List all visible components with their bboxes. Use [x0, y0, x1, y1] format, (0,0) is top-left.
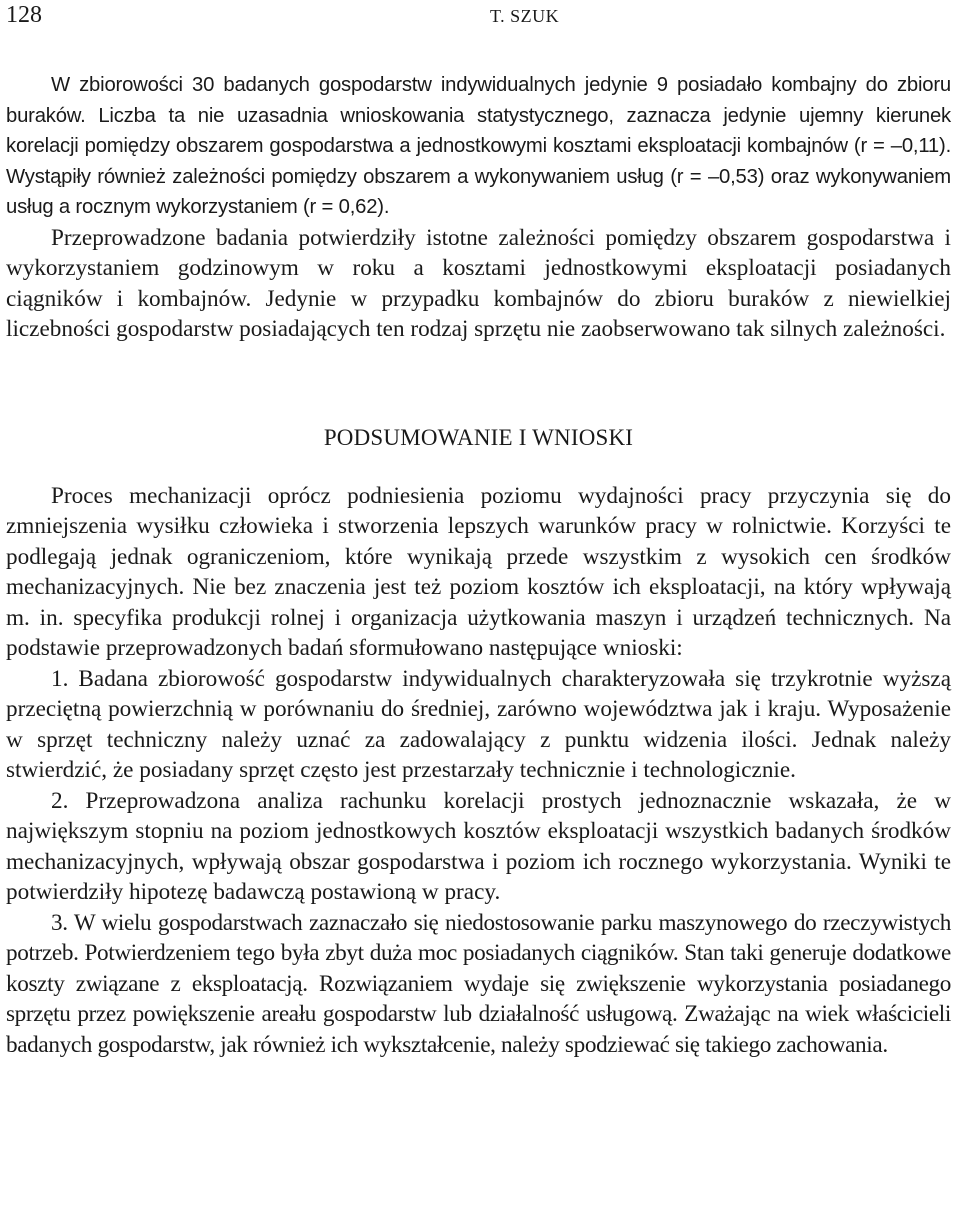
paragraph-correlation-combines: W zbiorowości 30 badanych gospodarstw indywidualnych jedynie 9 posiadało kombajny do zbioru buraków. Liczba ta nie uzasadnia wnioskowania statystycznego, zaznacza jedynie ujemny kierunek korelacji pomiędzy obszarem gospodarstwa a jednostkowymi kosztami eksploatacji kombajnów (r = –0,11). Wystąpiły również zależności pomiędzy obszarem a wykonywaniem usług (r = –0,53) oraz wykonywaniem usług a rocznym wykorzystaniem (r = 0,62).: [6, 74, 951, 218]
conclusion-item-3: 3. W wielu gospodarstwach zaznaczało się niedostosowanie parku maszynowego do rzeczywistych potrzeb. Potwierdzeniem tego była zbyt duża moc posiadanych ciągników. Stan taki generuje dodatkowe koszty związane z eksploatacją. Rozwiązaniem wydaje się zwiększenie wykorzystania posiadanego sprzętu przez powiększenie areału gospodarstw lub działalność usługową. Zważając na wiek właścicieli badanych gospodarstw, jak również ich wykształcenie, należy spodziewać się takiego zachowania.: [6, 909, 951, 1058]
paragraph-research-confirmation: Przeprowadzone badania potwierdziły istotne zależności pomiędzy obszarem gospodarstwa i wykorzystaniem godzinowym w roku a kosztami jednostkowymi eksploatacji posiadanych ciągników i kombajnów. Jedynie w przypadku kombajnów do zbioru buraków z niewielkiej liczebności gospodarstw posiadających ten rodzaj sprzętu nie zaobserwowano tak silnych zależności.: [6, 224, 951, 342]
page-number: 128: [6, 2, 42, 28]
article-body: [6, 70, 951, 1060]
conclusion-item-1: 1. Badana zbiorowość gospodarstw indywidualnych charakteryzowała się trzykrotnie wyższą przeciętną powierzchnią w porównaniu do średniej, zarówno województwa jak i kraju. Wyposażenie w sprzęt techniczny należy uznać za zadowalający z punktu widzenia ilości. Jednak należy stwierdzić, że posiadany sprzęt często jest przestarzały technicznie i technologicznie.: [6, 665, 951, 783]
conclusion-item-2: 2. Przeprowadzona analiza rachunku korelacji prostych jednoznacznie wskazała, że w największym stopniu na poziom jednostkowych kosztów eksploatacji wszystkich badanych środków mechanizacyjnych, wpływają obszar gospodarstwa i poziom ich rocznego wykorzystania. Wyniki te potwierdziły hipotezę badawczą postawioną w pracy.: [6, 787, 951, 905]
summary-paragraph: Proces mechanizacji oprócz podniesienia poziomu wydajności pracy przyczynia się do zmniejszenia wysiłku człowieka i stworzenia lepszych warunków pracy w rolnictwie. Korzyści te podlegają jednak ograniczeniom, które wynikają przede wszystkim z wysokich cen środków mechanizacyjnych. Nie bez znaczenia jest też poziom kosztów ich eksploatacji, na który wpływają m. in. specyfika produkcji rolnej i organizacja użytkowania maszyn i urządzeń technicznych. Na podstawie przeprowadzonych badań sformułowano następujące wnioski:: [6, 482, 951, 661]
running-head: T. SZUK: [490, 6, 560, 26]
page-header: [6, 0, 956, 30]
section-title: PODSUMOWANIE I WNIOSKI: [323, 424, 634, 450]
